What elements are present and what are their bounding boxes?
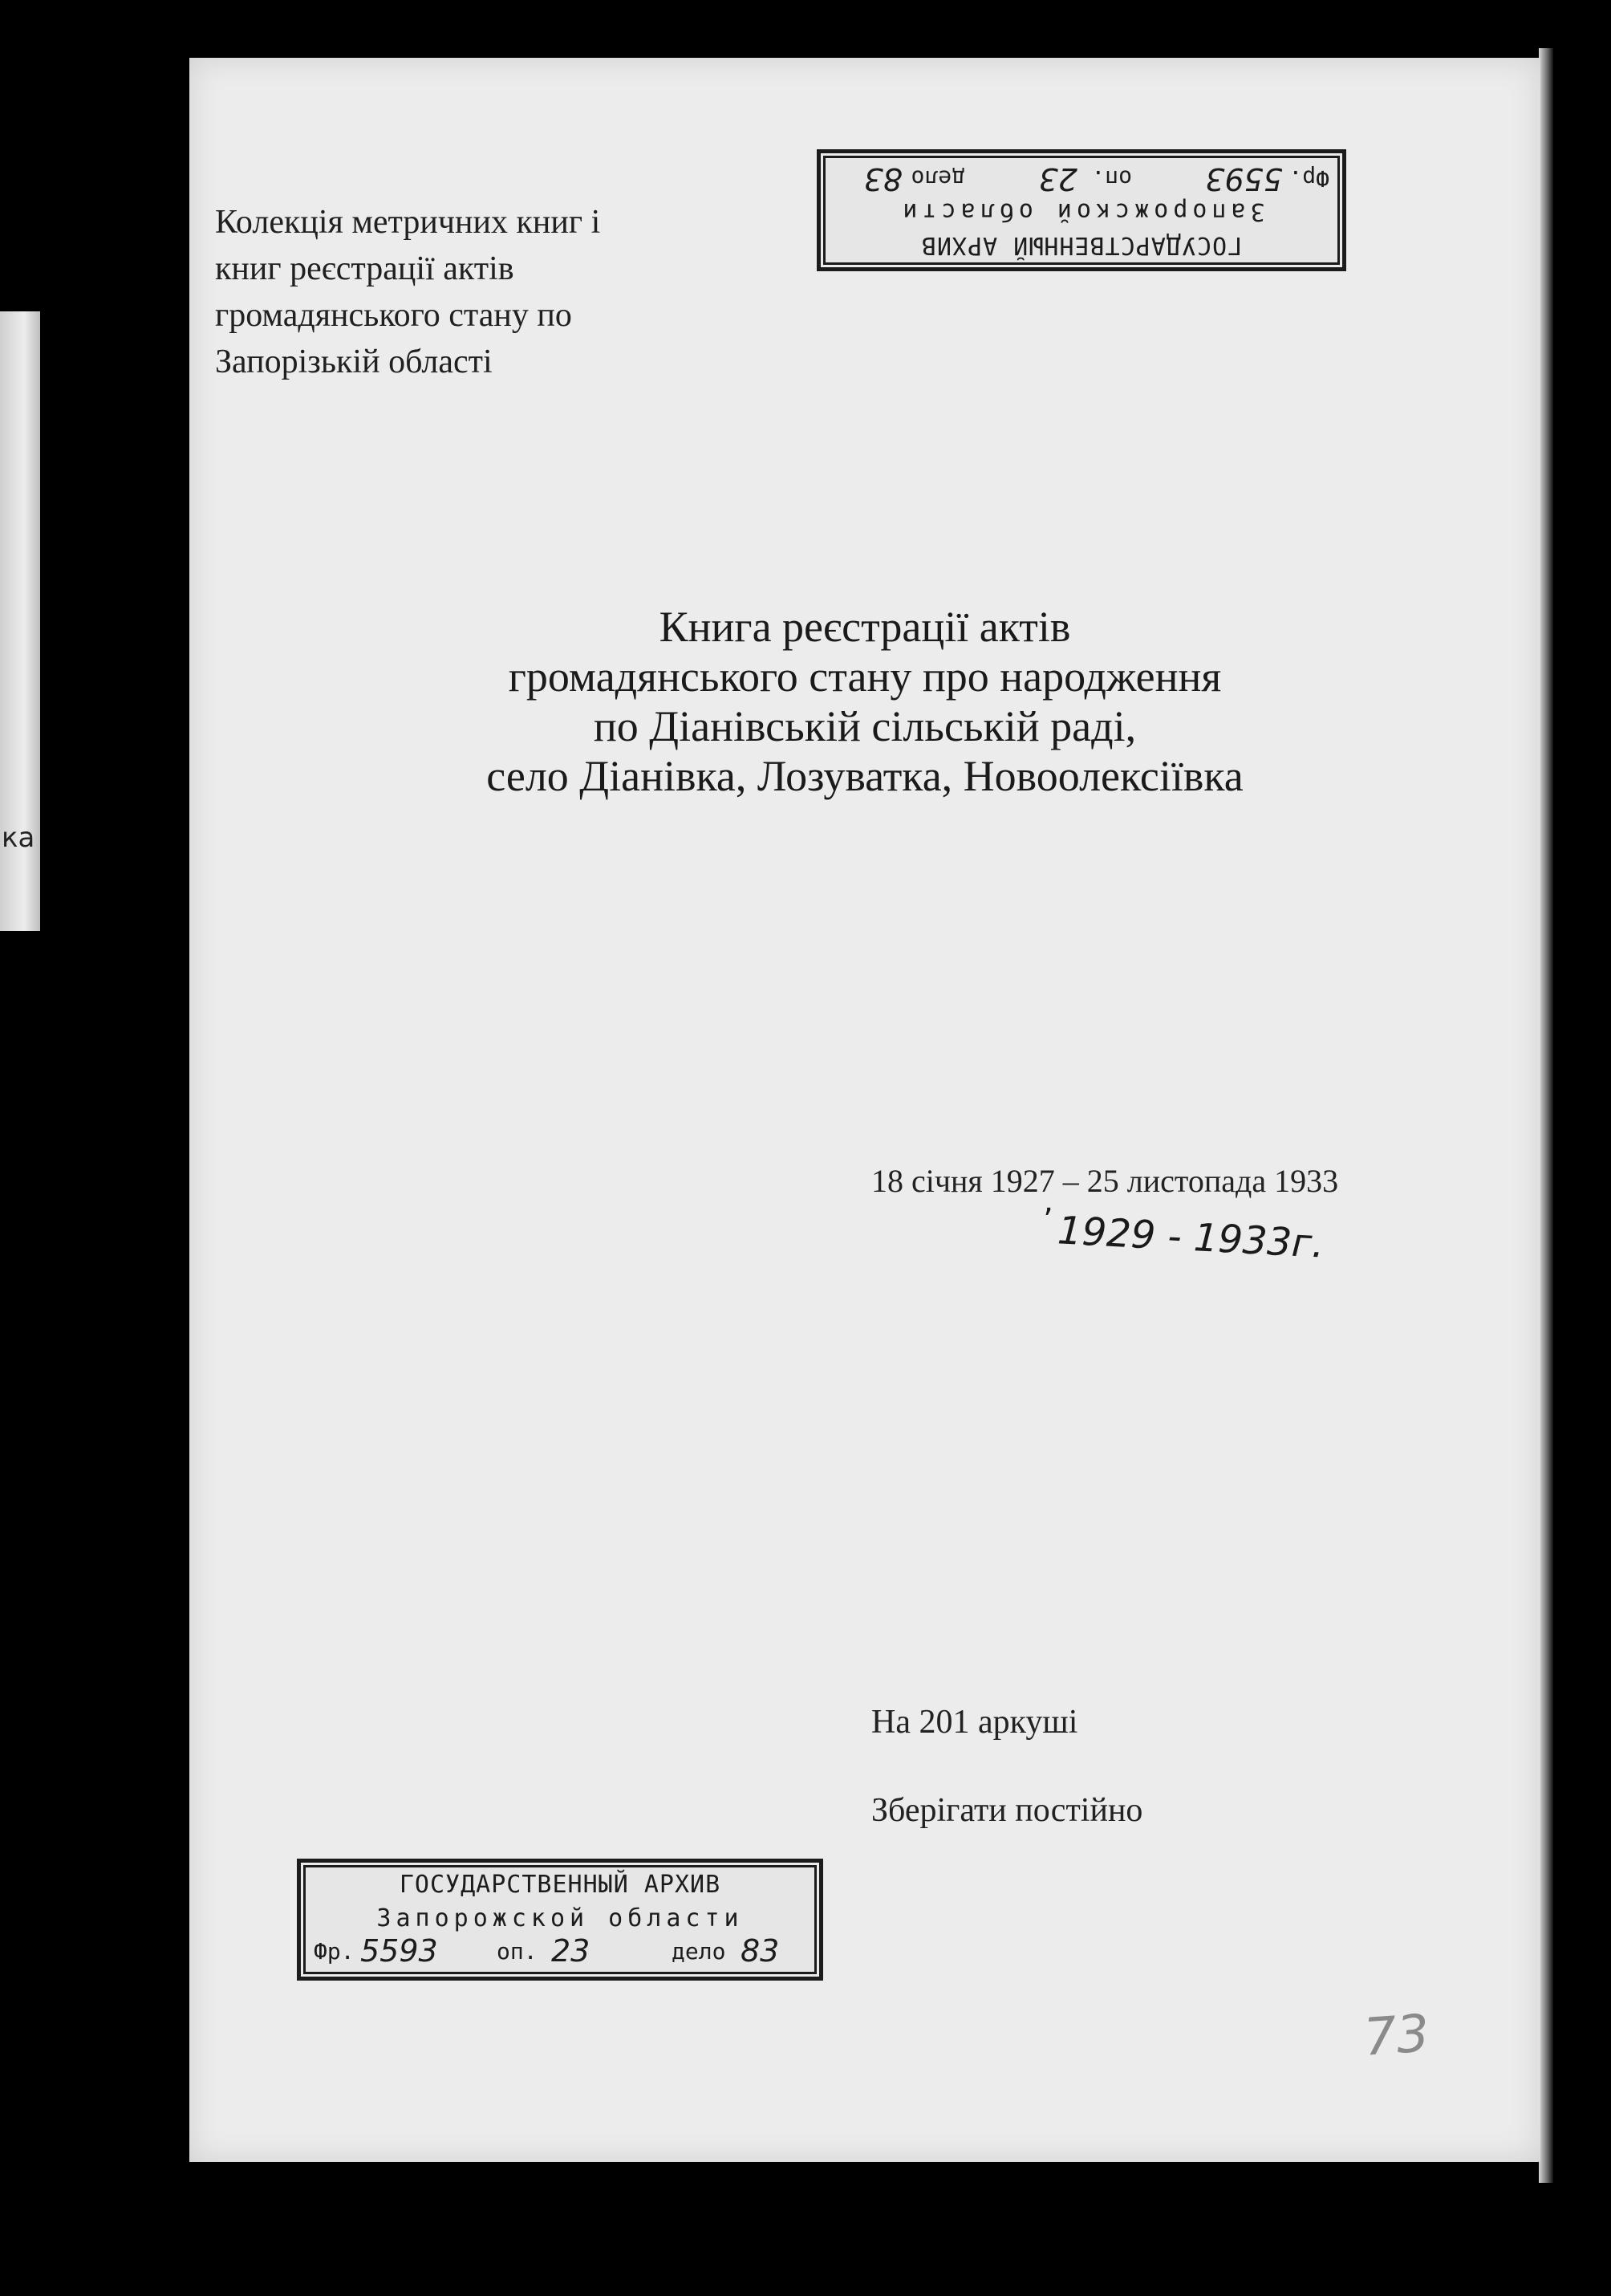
stamp-delo-label: дело: [911, 165, 965, 192]
stamp-title: ГОСУДАРСТВЕННЫЙ АРХИВ: [920, 231, 1243, 259]
stamp-fond-number: 5593: [360, 1933, 438, 1969]
stamp-opis-label: оп.: [497, 1938, 538, 1965]
stamp-delo-number: 83: [863, 161, 903, 197]
stamp-fond-label: Фр.: [1288, 165, 1329, 192]
stamp-region: Запорожской области: [376, 1904, 744, 1932]
stamp-delo-number: 83: [741, 1933, 780, 1969]
title-line: Книга реєстрації актів: [659, 603, 1071, 651]
stamp-opis-number: 23: [1038, 161, 1077, 197]
page-edge: [1539, 48, 1553, 2183]
archive-stamp-inverted: [817, 149, 1346, 271]
title-line: громадянського стану про народження: [508, 652, 1222, 701]
book-title: [189, 602, 1540, 801]
handwritten-page-number: 73: [1361, 2004, 1431, 2068]
collection-line: Колекція метричних книг і: [215, 204, 601, 241]
collection-line: громадянського стану по: [215, 297, 572, 334]
storage-term: Зберігати постійно: [871, 1792, 1143, 1829]
adjacent-page-fragment: ка: [2, 822, 35, 854]
adjacent-page-strip: [0, 311, 40, 931]
date-range: 18 січня 1927 – 25 листопада 1933: [871, 1163, 1339, 1199]
title-line: село Діанівка, Лозуватка, Новоолексіївка: [486, 752, 1244, 800]
collection-line: книг реєстрації актів: [215, 250, 514, 287]
stamp-opis-label: оп.: [1091, 165, 1132, 192]
handwritten-mark: ’: [1043, 1202, 1053, 1239]
archive-stamp: [297, 1859, 823, 1981]
stamp-delo-label: дело: [672, 1938, 726, 1965]
stamp-region: Запорожской области: [898, 197, 1265, 226]
sheet-count: На 201 аркуші: [871, 1704, 1078, 1741]
handwritten-years: 1929 - 1933г.: [1056, 1208, 1325, 1267]
stamp-opis-number: 23: [551, 1933, 590, 1969]
collection-heading: [215, 199, 600, 385]
stamp-fond-number: 5593: [1205, 161, 1283, 197]
collection-line: Запорізькій області: [215, 343, 493, 380]
title-line: по Діанівській сільській раді,: [593, 702, 1137, 750]
stamp-fond-label: Фр.: [314, 1938, 355, 1965]
stamp-title: ГОСУДАРСТВЕННЫЙ АРХИВ: [399, 1871, 721, 1899]
